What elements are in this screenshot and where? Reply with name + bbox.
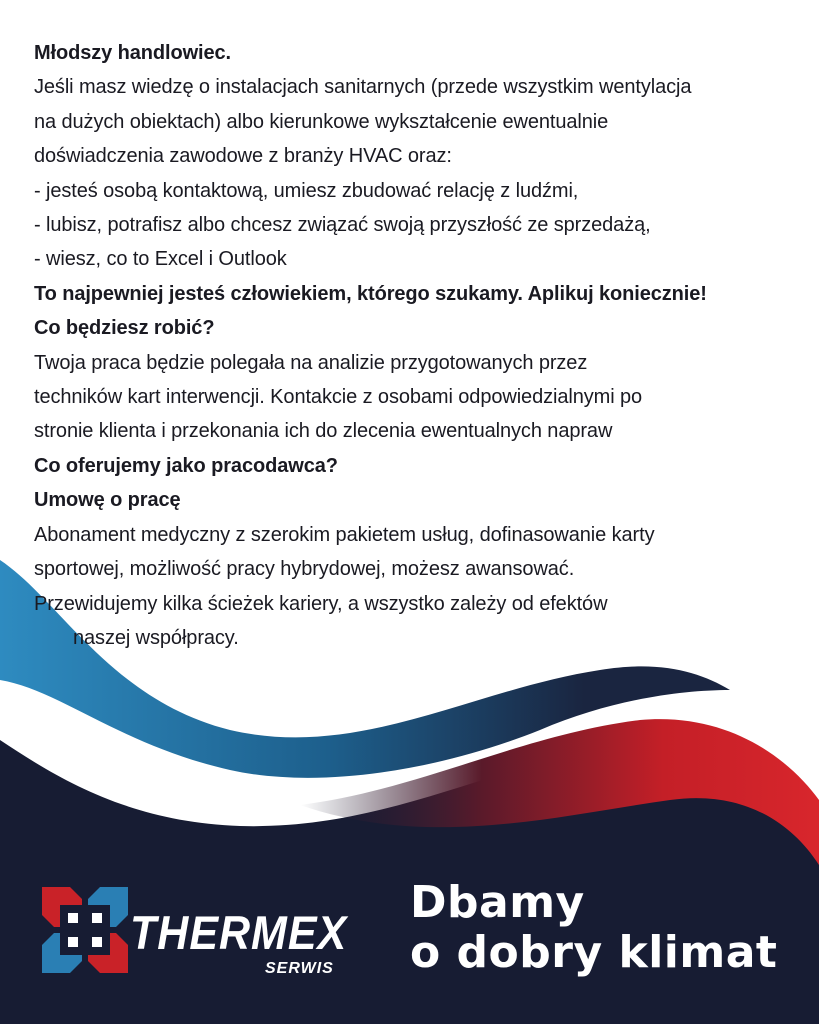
text-line: sportowej, możliwość pracy hybrydowej, możesz awansować. xyxy=(34,558,575,581)
text-line: techników kart interwencji. Kontakcie z osobami odpowiedzialnymi po xyxy=(34,386,643,409)
heading-line: Umowę o pracę xyxy=(34,489,181,512)
slogan xyxy=(410,878,777,978)
heading-line: Co oferujemy jako pracodawca? xyxy=(34,454,338,477)
text-line: - wiesz, co to Excel i Outlook xyxy=(34,248,287,271)
text-line: Przewidujemy kilka ścieżek kariery, a wszystko zależy od efektów xyxy=(34,592,608,615)
text-line: doświadczenia zawodowe z branży HVAC oraz: xyxy=(34,145,452,168)
text-line: naszej współpracy. xyxy=(73,626,239,649)
brand-subtitle: SERWIS xyxy=(265,960,334,977)
logo-cross-icon xyxy=(40,885,130,975)
text-line: Twoja praca będzie polegała na analizie przygotowanych przez xyxy=(34,351,588,374)
text-line: Jeśli masz wiedzę o instalacjach sanitarnych (przede wszystkim wentylacja xyxy=(34,76,692,99)
footer-banner xyxy=(0,860,819,1024)
thermex-logo xyxy=(40,885,350,975)
heading-line: Młodszy handlowiec. xyxy=(34,42,232,64)
slogan-line-2: o dobry klimat xyxy=(410,927,778,978)
brand-name: THERMEX xyxy=(130,907,348,960)
slogan-line-1: Dbamy xyxy=(410,877,585,928)
heading-line: Co będziesz robić? xyxy=(34,317,215,340)
text-line: - lubisz, potrafisz albo chcesz związać swoją przyszłość ze sprzedażą, xyxy=(34,214,651,237)
text-line: stronie klienta i przekonania ich do zlecenia ewentualnych napraw xyxy=(34,420,613,443)
job-description xyxy=(34,36,804,655)
text-line: Abonament medyczny z szerokim pakietem usług, dofinasowanie karty xyxy=(34,523,655,546)
text-line: na dużych obiektach) albo kierunkowe wykształcenie ewentualnie xyxy=(34,110,609,133)
text-line: - jesteś osobą kontaktową, umiesz zbudować relację z ludźmi, xyxy=(34,179,579,202)
heading-line: To najpewniej jesteś człowiekiem, którego szukamy. Aplikuj koniecznie! xyxy=(34,282,707,305)
